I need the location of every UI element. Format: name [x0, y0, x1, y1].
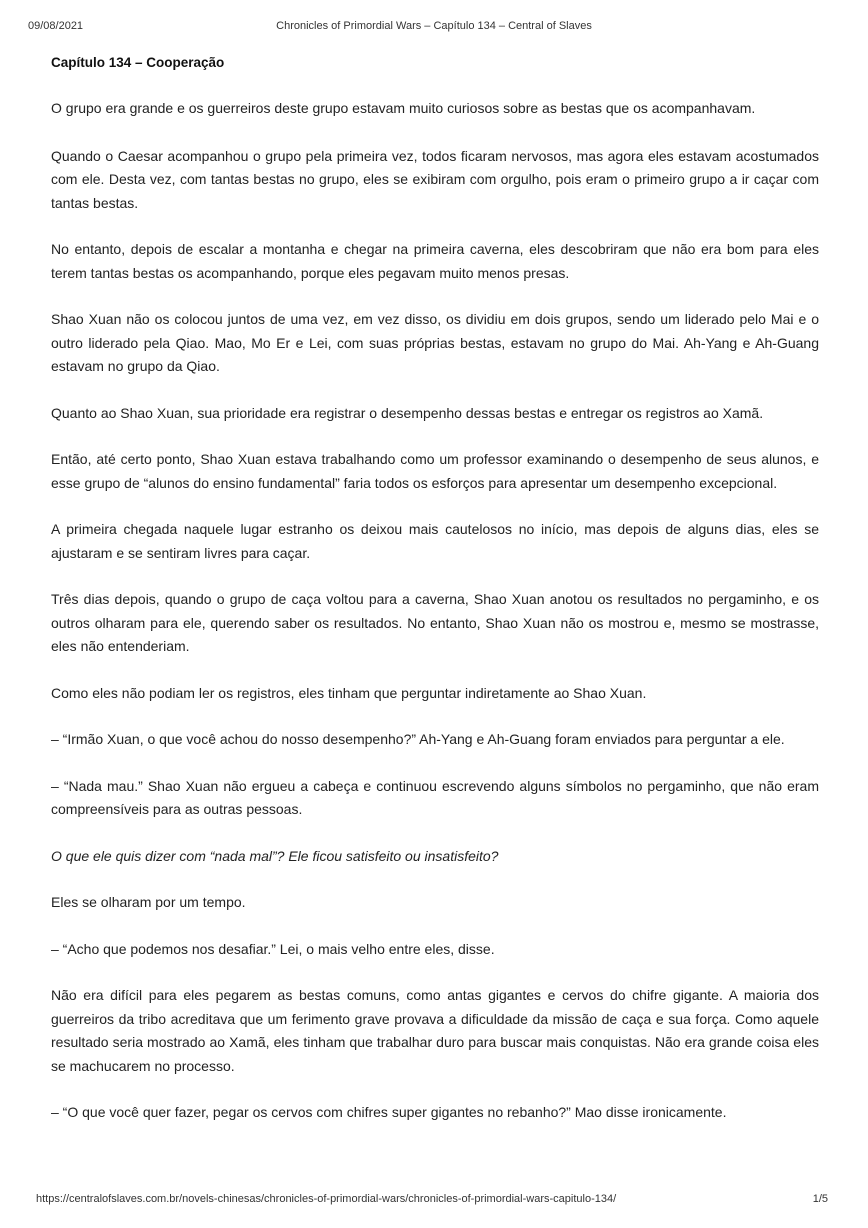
paragraph: Três dias depois, quando o grupo de caça voltou para a caverna, Shao Xuan anotou os resultados no pergaminho, e os outros olharam para ele, querendo saber os resultados. No entanto, Shao Xuan não os mostrou e, mesmo se mostrasse, eles não entenderiam.: [51, 591, 819, 654]
paragraph: O grupo era grande e os guerreiros deste grupo estavam muito curiosos sobre as bestas que os acompanhavam.: [51, 100, 756, 116]
page-footer: [0, 1193, 868, 1209]
paragraph: – “Irmão Xuan, o que você achou do nosso desempenho?” Ah-Yang e Ah-Guang foram enviados para perguntar a ele.: [51, 731, 785, 747]
paragraph: Quanto ao Shao Xuan, sua prioridade era registrar o desempenho dessas bestas e entregar os registros ao Xamã.: [51, 404, 764, 421]
paragraph: – “Acho que podemos nos desafiar.” Lei, o mais velho entre eles, disse.: [51, 940, 495, 957]
paragraph: Shao Xuan não os colocou juntos de uma vez, em vez disso, os dividiu em dois grupos, sendo um liderado pelo Mai e o outro liderado pela Qiao. Mao, Mo Er e Lei, com suas próprias bestas, estavam no grupo do Mai. Ah-Yang e Ah-Guang estavam no grupo da Qiao.: [51, 311, 819, 374]
source-url: https://centralofslaves.com.br/novels-chinesas/chronicles-of-primordial-wars/chronicles-of-primordial-wars-capitulo-134/: [36, 1193, 617, 1205]
page-number: 1/5: [812, 1193, 828, 1205]
article-body: [51, 52, 819, 1125]
page-header: [0, 20, 868, 36]
paragraph: Como eles não podiam ler os registros, eles tinham que perguntar indiretamente ao Shao Xuan.: [51, 684, 647, 701]
document-title: Chronicles of Primordial Wars – Capítulo 134 – Central of Slaves: [276, 20, 592, 32]
paragraph: Não era difícil para eles pegarem as bestas comuns, como antas gigantes e cervos do chifre gigante. A maioria dos guerreiros da tribo acreditava que um ferimento grave provava a dificuldade da missão de caça e sua força. Como aquele resultado seria mostrado ao Xamã, eles tinham que trabalhar duro para buscar mais conquistas. Não era grande coisa eles se machucarem no processo.: [51, 987, 819, 1074]
paragraph-italic: O que ele quis dizer com “nada mal”? Ele ficou satisfeito ou insatisfeito?: [51, 847, 499, 864]
paragraph: Então, até certo ponto, Shao Xuan estava trabalhando como um professor examinando o desempenho de seus alunos, e esse grupo de “alunos do ensino fundamental” faria todos os esforços para apresentar um desempenho excepcional.: [51, 451, 819, 491]
paragraph: Eles se olharam por um tempo.: [51, 894, 246, 910]
paragraph: A primeira chegada naquele lugar estranho os deixou mais cautelosos no início, mas depois de alguns dias, eles se ajustaram e se sentiram livres para caçar.: [51, 521, 819, 561]
paragraph: – “O que você quer fazer, pegar os cervos com chifres super gigantes no rebanho?” Mao disse ironicamente.: [51, 1104, 727, 1120]
paragraph: No entanto, depois de escalar a montanha e chegar na primeira caverna, eles descobriram que não era bom para eles terem tantas bestas os acompanhando, porque eles pegavam muito menos presas.: [51, 241, 819, 281]
print-date: 09/08/2021: [28, 20, 84, 32]
paragraph: – “Nada mau.” Shao Xuan não ergueu a cabeça e continuou escrevendo alguns símbolos no pergaminho, que não eram compreensíveis para as outras pessoas.: [51, 777, 819, 817]
paragraph: Quando o Caesar acompanhou o grupo pela primeira vez, todos ficaram nervosos, mas agora eles estavam acostumados com ele. Desta vez, com tantas bestas no grupo, eles se exibiram com orgulho, pois eram o primeiro grupo a ir caçar com tantas bestas.: [51, 147, 819, 211]
chapter-title: Capítulo 134 – Cooperação: [51, 55, 225, 70]
